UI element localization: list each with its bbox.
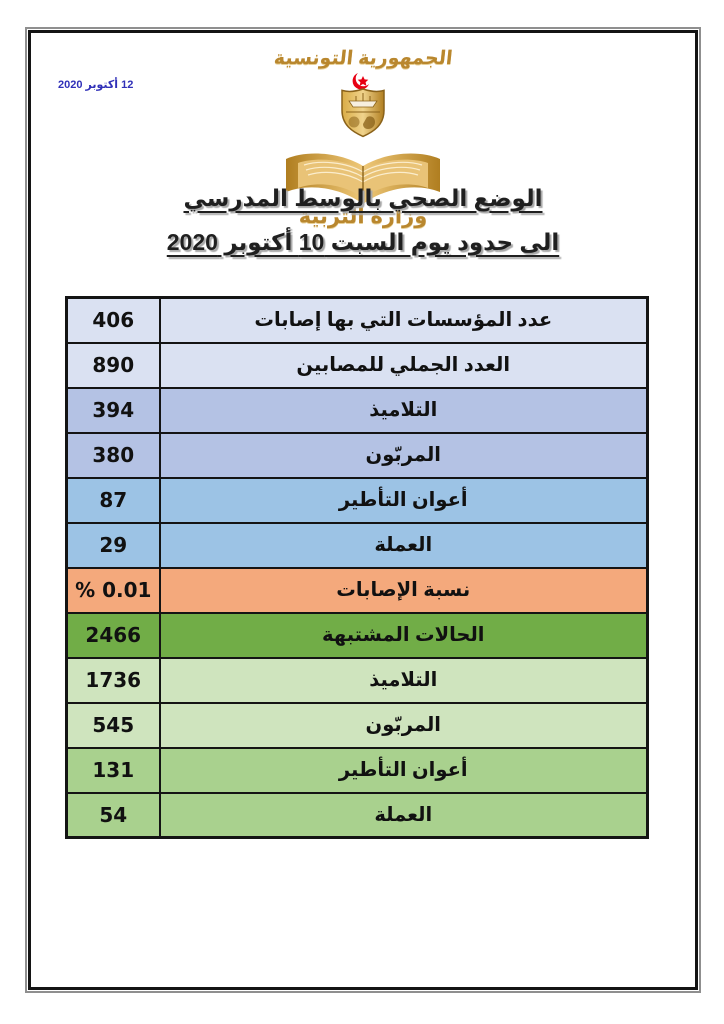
row-value-cell: 394 <box>67 388 160 433</box>
republic-calligraphy: الجمهورية التونسية <box>272 48 454 69</box>
row-label-cell: أعوان التأطير <box>160 478 648 523</box>
table-row <box>67 658 648 703</box>
table-row <box>67 478 648 523</box>
table-row <box>67 388 648 433</box>
row-value-cell: 890 <box>67 343 160 388</box>
row-label-cell: عدد المؤسسات التي بها إصابات <box>160 298 648 343</box>
row-value-cell: 87 <box>67 478 160 523</box>
table-row <box>67 343 648 388</box>
row-label-cell: التلاميذ <box>160 388 648 433</box>
table-row <box>67 523 648 568</box>
document-title: الوضع الصحي بالوسط المدرسي <box>183 185 543 211</box>
stats-table <box>65 296 649 839</box>
table-row <box>67 703 648 748</box>
row-value-cell: 131 <box>67 748 160 793</box>
row-label-cell: المربّون <box>160 703 648 748</box>
row-label-cell: العملة <box>160 523 648 568</box>
row-value-cell: 380 <box>67 433 160 478</box>
row-value-cell: 29 <box>67 523 160 568</box>
table-row <box>67 433 648 478</box>
table-row <box>67 748 648 793</box>
row-value-cell: 2466 <box>67 613 160 658</box>
row-value-cell: 545 <box>67 703 160 748</box>
row-label-cell: التلاميذ <box>160 658 648 703</box>
stats-table-body <box>67 298 648 838</box>
emblem-wrap <box>31 72 695 160</box>
row-label-cell: العملة <box>160 793 648 838</box>
row-label-cell: المربّون <box>160 433 648 478</box>
table-row <box>67 793 648 838</box>
row-label-cell: أعوان التأطير <box>160 748 648 793</box>
table-row <box>67 568 648 613</box>
date-stamp: 12 أكتوبر 2020 <box>58 79 134 91</box>
row-value-cell: 54 <box>67 793 160 838</box>
row-value-cell: 1736 <box>67 658 160 703</box>
row-label-cell: العدد الجملي للمصابين <box>160 343 648 388</box>
document-subtitle: الى حدود يوم السبت 10 أكتوبر 2020 <box>166 229 560 255</box>
ministry-name: وزارة التربية <box>298 205 428 228</box>
tunisia-coat-of-arms-icon <box>334 72 392 156</box>
table-row <box>67 613 648 658</box>
page-border-frame <box>28 30 698 990</box>
table-row <box>67 298 648 343</box>
row-label-cell: نسبة الإصابات <box>160 568 648 613</box>
row-label-cell: الحالات المشتبهة <box>160 613 648 658</box>
row-value-cell: 406 <box>67 298 160 343</box>
row-value-cell: % 0.01 <box>67 568 160 613</box>
